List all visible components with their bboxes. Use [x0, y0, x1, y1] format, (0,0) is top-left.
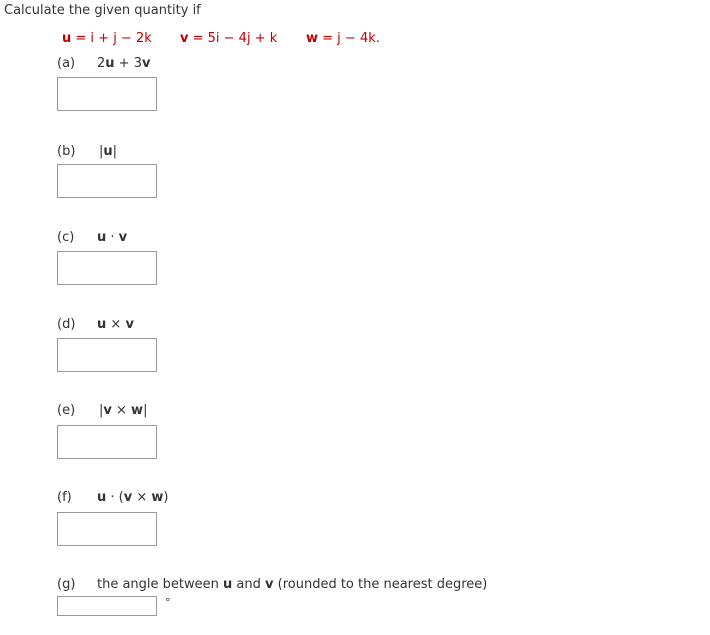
part-d-answer-input[interactable] [57, 338, 157, 372]
vector-w-value: = j − 4k. [318, 31, 380, 46]
part-c-answer-input[interactable] [57, 251, 157, 285]
part-f-expression: u · (v × w) [97, 490, 169, 505]
part-d-expression: u × v [97, 317, 134, 332]
vector-u-definition [62, 31, 152, 46]
part-e-expression: |v × w| [99, 403, 148, 418]
part-e-label: (e) [57, 403, 76, 418]
part-f-label: (f) [57, 490, 72, 505]
part-b-answer-input[interactable] [57, 164, 157, 198]
question-intro: Calculate the given quantity if [4, 3, 201, 18]
part-f-answer-input[interactable] [57, 512, 157, 546]
part-g-label: (g) [57, 577, 76, 592]
part-e-answer-input[interactable] [57, 425, 157, 459]
vector-v-name: v [180, 31, 189, 46]
vector-w-name: w [306, 31, 319, 46]
vector-u-value: = i + j − 2k [71, 31, 152, 46]
part-a-expression: 2u + 3v [97, 56, 151, 71]
vector-v-definition [180, 31, 277, 46]
part-d-label: (d) [57, 317, 76, 332]
part-g-expression: the angle between u and v (rounded to the nearest degree) [97, 577, 488, 592]
part-c-label: (c) [57, 230, 75, 245]
part-b-label: (b) [57, 144, 76, 159]
vector-u-name: u [62, 31, 72, 46]
vector-v-value: = 5i − 4j + k [188, 31, 278, 46]
degree-unit: ° [165, 596, 171, 609]
part-a-answer-input[interactable] [57, 77, 157, 111]
part-c-expression: u · v [97, 230, 128, 245]
part-g-answer-input[interactable] [57, 596, 157, 616]
vector-w-definition [306, 31, 380, 46]
part-b-expression: |u| [99, 144, 118, 159]
part-a-label: (a) [57, 56, 76, 71]
